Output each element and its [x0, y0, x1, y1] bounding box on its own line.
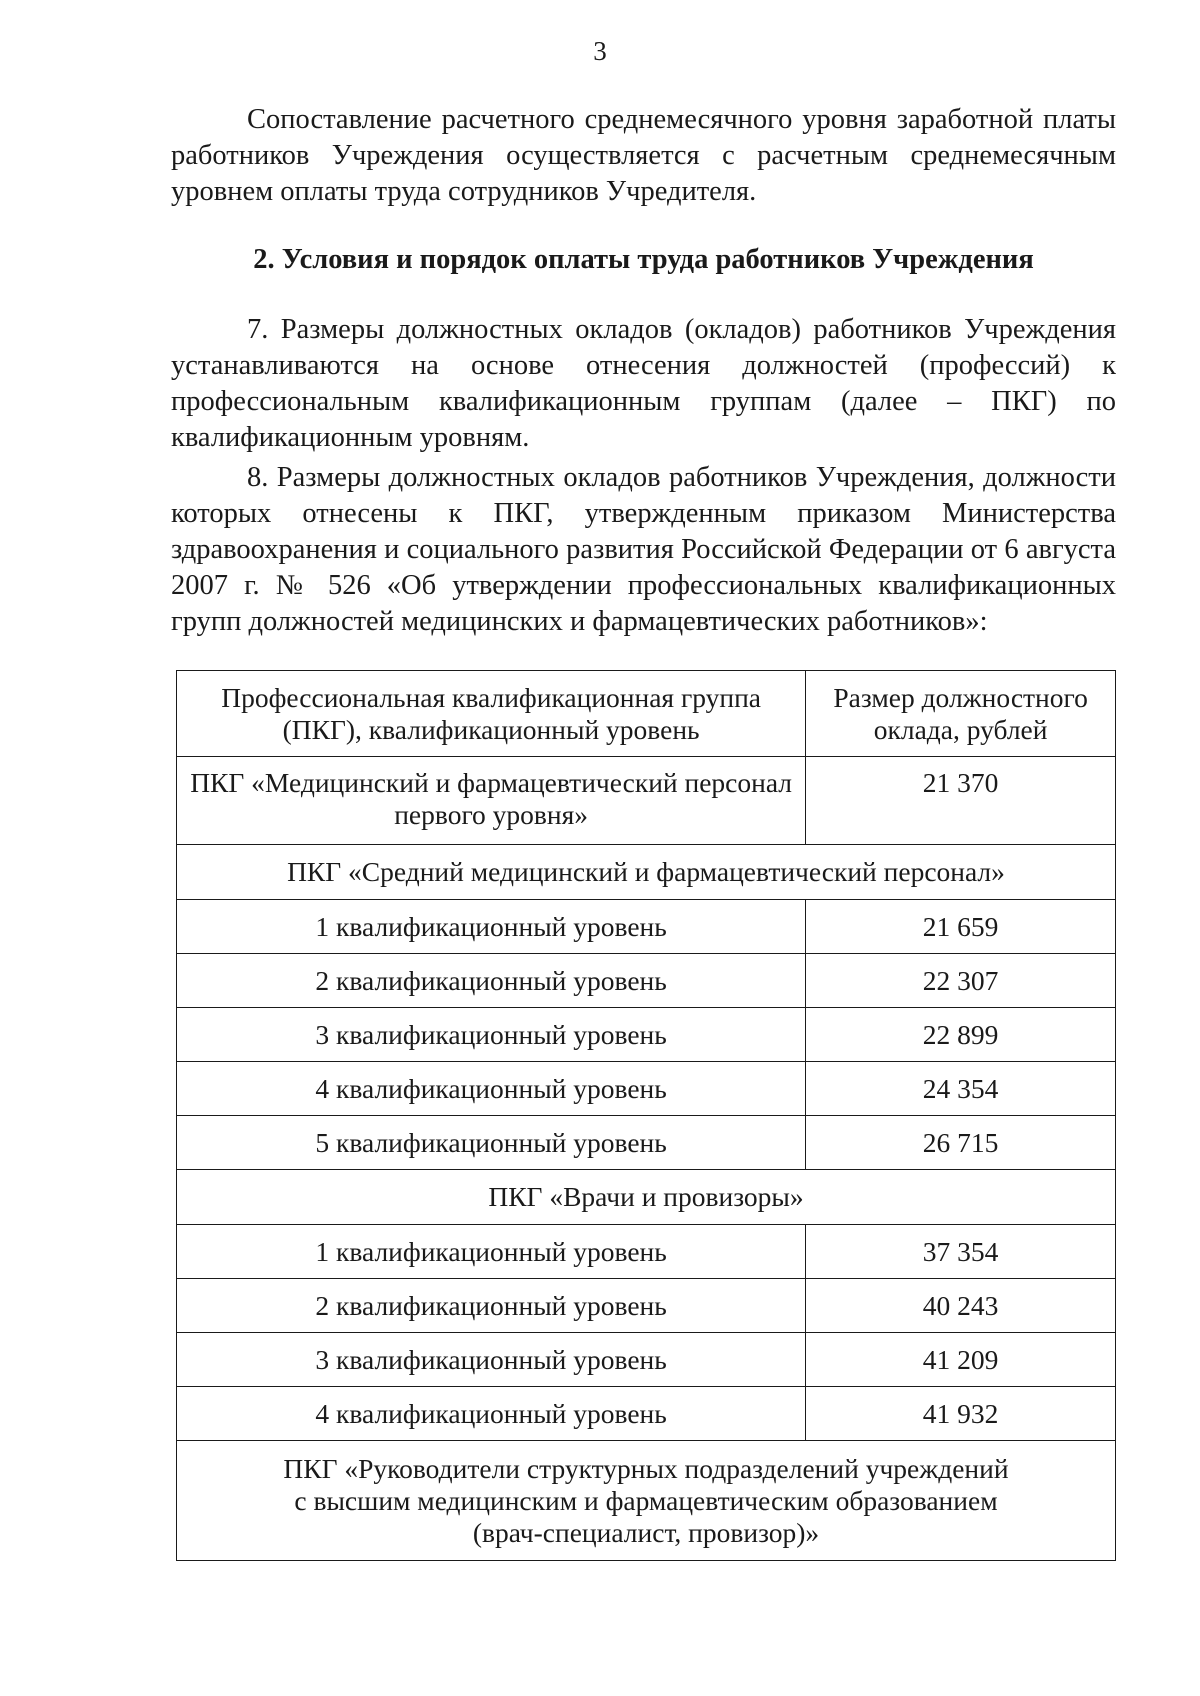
group-4-title: [177, 1441, 1116, 1561]
table-row: [177, 1225, 1116, 1279]
level-salary: 22 899: [806, 1008, 1116, 1062]
table-header-row: [177, 671, 1116, 757]
table-row: [177, 1333, 1116, 1387]
table-row: [177, 1387, 1116, 1441]
level-label: 2 квалификационный уровень: [177, 954, 806, 1008]
group-3-title: ПКГ «Врачи и провизоры»: [177, 1170, 1116, 1225]
level-label: 2 квалификационный уровень: [177, 1279, 806, 1333]
paragraph-7: 7. Размеры должностных окладов (окладов) работников Учреждения устанавливаются на основе отнесения должностей (профессий) к профессиональным квалификационным группам (далее – ПКГ) по квалификационным уровням.: [171, 314, 1116, 453]
table-row: [177, 1116, 1116, 1170]
table-row: [177, 1062, 1116, 1116]
level-salary: 22 307: [806, 954, 1116, 1008]
intro-paragraph: Сопоставление расчетного среднемесячного уровня заработной платы работников Учреждения осуществляется с расчетным среднемесячным уровнем оплаты труда сотрудников Учредителя.: [171, 104, 1116, 207]
group-4-title-line-2: с высшим медицинским и фармацевтическим образованием: [294, 1484, 998, 1516]
level-salary: 40 243: [806, 1279, 1116, 1333]
level-salary: 26 715: [806, 1116, 1116, 1170]
level-label: 3 квалификационный уровень: [177, 1333, 806, 1387]
table-row: [177, 1279, 1116, 1333]
level-salary: 24 354: [806, 1062, 1116, 1116]
level-salary: 21 659: [806, 900, 1116, 954]
level-label: 1 квалификационный уровень: [177, 1225, 806, 1279]
level-label: 4 квалификационный уровень: [177, 1062, 806, 1116]
group-1-salary: 21 370: [806, 757, 1116, 845]
table-row: [177, 900, 1116, 954]
group-4-title-line-1: ПКГ «Руководители структурных подразделений учреждений: [283, 1452, 1009, 1484]
level-label: 5 квалификационный уровень: [177, 1116, 806, 1170]
level-label: 3 квалификационный уровень: [177, 1008, 806, 1062]
header-group-level: Профессиональная квалификационная группа (ПКГ), квалификационный уровень: [177, 671, 806, 757]
table-row: [177, 1008, 1116, 1062]
group-3-title-row: [177, 1170, 1116, 1225]
level-label: 4 квалификационный уровень: [177, 1387, 806, 1441]
group-4-title-line-3: (врач-специалист, провизор)»: [472, 1516, 820, 1548]
paragraph-8: 8. Размеры должностных окладов работников Учреждения, должности которых отнесены к ПКГ, утвержденным приказом Министерства здравоохранения и социального развития Российской Федерации от 6 августа 2007 г. № 526 «Об утверждении профессиональных квалификационных групп должностей медицинских и фармацевтических работников»:: [171, 462, 1116, 637]
level-salary: 41 209: [806, 1333, 1116, 1387]
group-2-title: ПКГ «Средний медицинский и фармацевтический персонал»: [177, 845, 1116, 900]
salary-table: [176, 670, 1116, 1561]
group-4-title-row: [177, 1441, 1116, 1561]
table-row: [177, 757, 1116, 845]
group-2-title-row: [177, 845, 1116, 900]
section-heading: 2. Условия и порядок оплаты труда работников Учреждения: [253, 244, 1034, 275]
level-label: 1 квалификационный уровень: [177, 900, 806, 954]
level-salary: 41 932: [806, 1387, 1116, 1441]
level-salary: 37 354: [806, 1225, 1116, 1279]
table-row: [177, 954, 1116, 1008]
group-1-label: ПКГ «Медицинский и фармацевтический персонал первого уровня»: [177, 757, 806, 845]
header-salary: Размер должностного оклада, рублей: [806, 671, 1116, 757]
page-number: 3: [593, 36, 607, 66]
